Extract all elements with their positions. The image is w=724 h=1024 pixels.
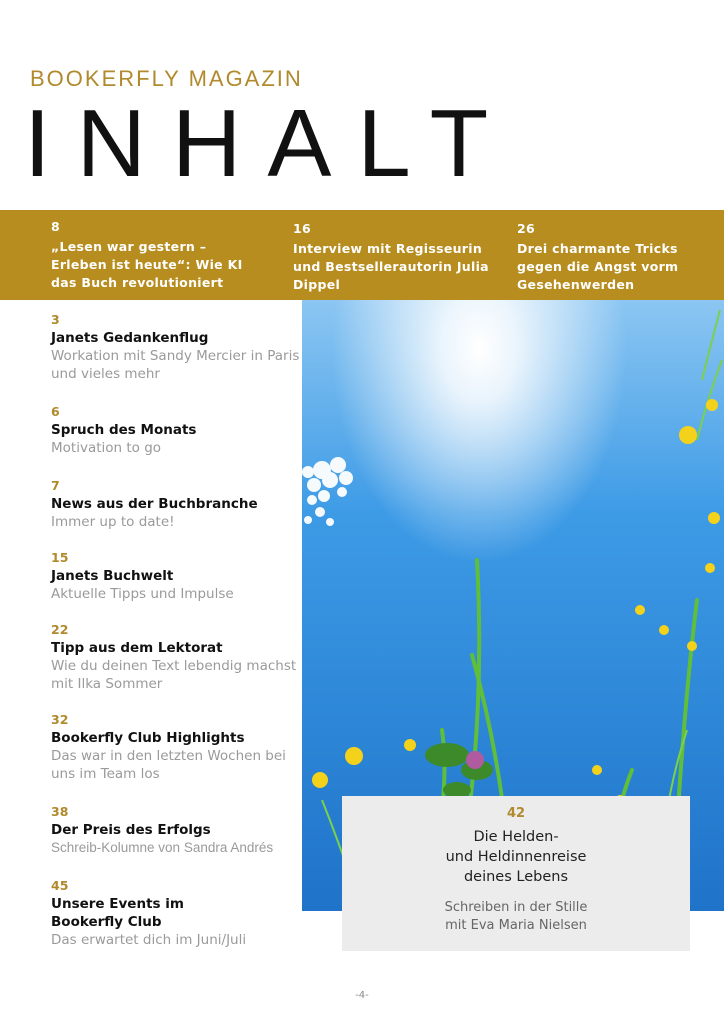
featured-article[interactable] — [517, 220, 697, 294]
toc-subtitle: Immer up to date! — [51, 514, 175, 530]
toc-page-number: 32 — [51, 712, 69, 727]
toc-entry[interactable] — [51, 804, 311, 857]
feature-subtitle-line: mit Eva Maria Nielsen — [445, 918, 587, 933]
magazine-name: BOOKERFLY MAGAZIN — [30, 66, 303, 91]
featured-article[interactable] — [51, 218, 261, 292]
toc-entry[interactable] — [51, 404, 311, 457]
page-title: INHALT — [24, 90, 515, 197]
toc-title: Janets Gedankenflug — [51, 330, 209, 346]
toc-page-number: 38 — [51, 804, 69, 819]
page-number-label: 26 — [517, 221, 535, 236]
featured-article[interactable] — [293, 220, 493, 294]
toc-subtitle: Das war in den letzten Wochen bei uns im Team los — [51, 748, 286, 782]
feature-page-number: 42 — [506, 806, 526, 821]
toc-entry[interactable] — [51, 712, 311, 783]
feature-title-line: deines Lebens — [463, 869, 569, 885]
article-title: „Lesen war gestern – Erleben ist heute“: Wie KI das Buch revolutioniert — [51, 239, 243, 290]
toc-entry[interactable] — [51, 478, 311, 531]
page-number: -4- — [355, 990, 369, 1001]
feature-title — [342, 827, 690, 887]
article-title: Drei charmante Tricks gegen die Angst vorm Gesehenwerden — [517, 241, 679, 292]
toc-page-number: 7 — [51, 478, 60, 493]
featured-story-box[interactable] — [342, 796, 690, 951]
toc-title: Der Preis des Erfolgs — [51, 822, 211, 838]
toc-title: Tipp aus dem Lektorat — [51, 640, 223, 656]
toc-entry[interactable] — [51, 878, 311, 949]
toc-title: Janets Buchwelt — [51, 568, 174, 584]
toc-subtitle: Motivation to go — [51, 440, 162, 456]
toc-title: Unsere Events im Bookerfly Club — [51, 896, 184, 930]
toc-page-number: 22 — [51, 622, 69, 637]
toc-subtitle: Schreib-Kolumne von Sandra Andrés — [51, 840, 274, 855]
toc-title: Spruch des Monats — [51, 422, 197, 438]
toc-subtitle: Wie du deinen Text lebendig machst mit Ilka Sommer — [51, 658, 297, 692]
page-number-label: 16 — [293, 221, 311, 236]
feature-title-line: Die Helden- — [473, 829, 559, 845]
toc-subtitle: Workation mit Sandy Mercier in Paris und vieles mehr — [51, 348, 300, 382]
feature-subtitle-line: Schreiben in der Stille — [444, 900, 588, 915]
toc-subtitle: Aktuelle Tipps und Impulse — [51, 586, 234, 602]
toc-page-number: 45 — [51, 878, 69, 893]
feature-title-line: und Heldinnenreise — [445, 849, 587, 865]
page-number-label: 8 — [51, 219, 60, 234]
featured-articles-band — [0, 210, 724, 300]
toc-entry[interactable] — [51, 312, 311, 383]
toc-title: News aus der Buchbranche — [51, 496, 258, 512]
toc-page-number: 15 — [51, 550, 69, 565]
article-title: Interview mit Regisseurin und Bestsellerautorin Julia Dippel — [293, 241, 489, 292]
toc-title: Bookerfly Club Highlights — [51, 730, 245, 746]
feature-subtitle — [342, 899, 690, 935]
toc-page-number: 3 — [51, 312, 60, 327]
toc-page-number: 6 — [51, 404, 60, 419]
toc-entry[interactable] — [51, 622, 311, 693]
toc-subtitle: Das erwartet dich im Juni/Juli — [51, 932, 247, 948]
toc-entry[interactable] — [51, 550, 311, 603]
